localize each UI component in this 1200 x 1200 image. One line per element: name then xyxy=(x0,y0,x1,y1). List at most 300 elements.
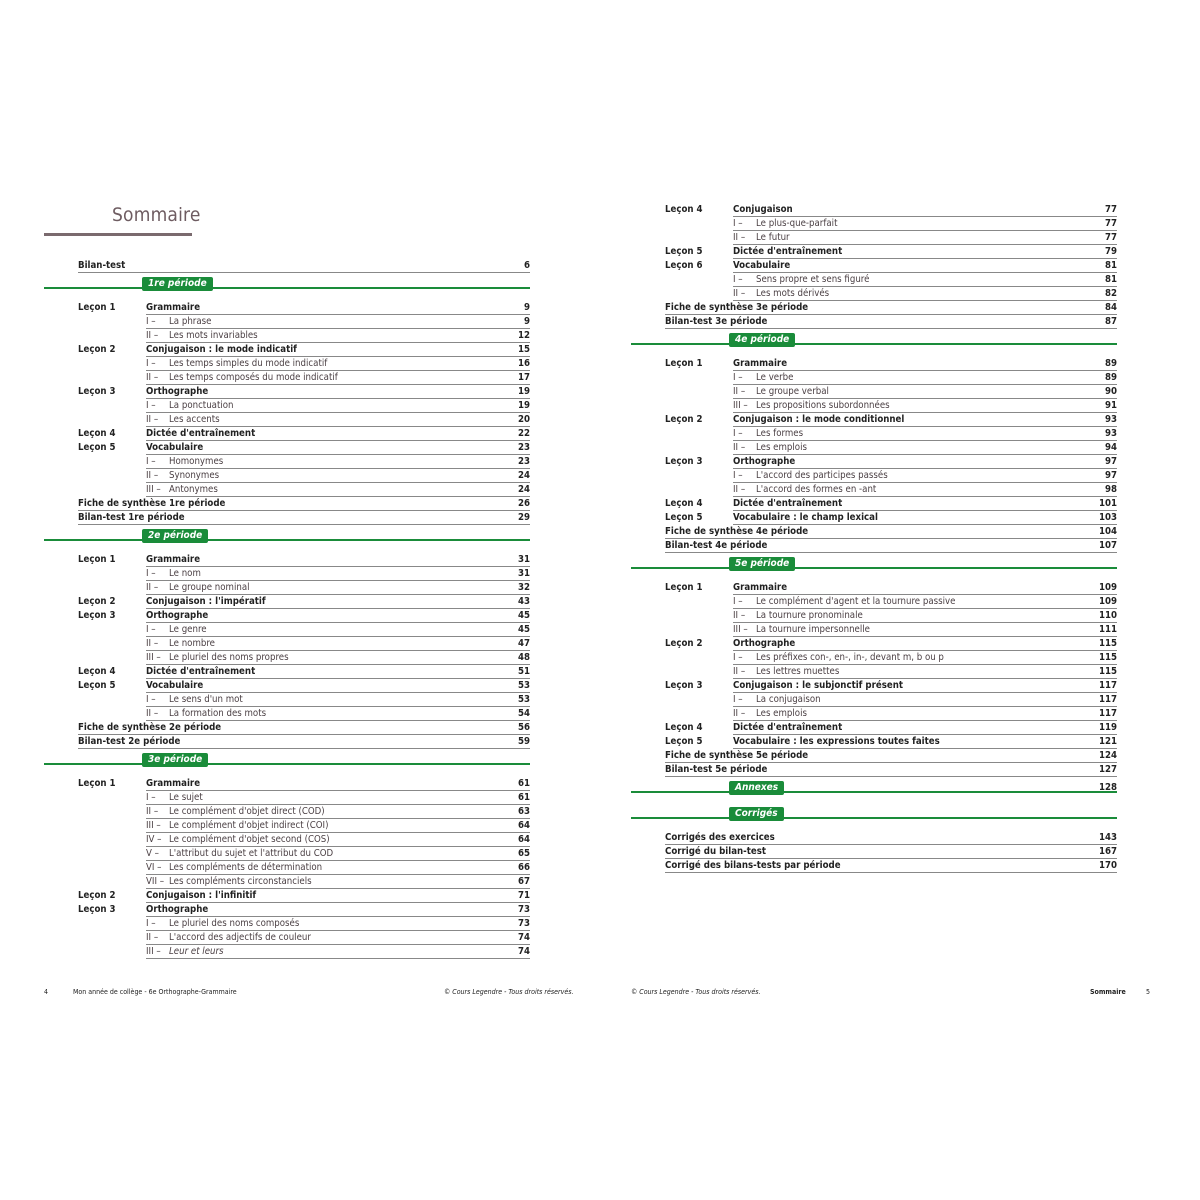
toc-entry[interactable] xyxy=(44,637,530,651)
section-numeral: I – xyxy=(146,624,156,635)
toc-entry[interactable] xyxy=(631,707,1117,721)
chapter-title: Conjugaison : le mode indicatif xyxy=(146,344,297,355)
section-numeral: II – xyxy=(146,708,159,719)
entry-title: Bilan-test 3e période xyxy=(665,316,768,327)
toc-entry[interactable] xyxy=(44,469,530,483)
entry-title: Fiche de synthèse 5e période xyxy=(665,750,809,761)
section-numeral: I – xyxy=(146,694,156,705)
page-number: 167 xyxy=(1098,846,1117,857)
chapter-title: Vocabulaire xyxy=(733,260,791,271)
page-number: 23 xyxy=(517,442,530,453)
section-numeral: III – xyxy=(733,400,748,411)
toc-entry[interactable] xyxy=(44,875,530,889)
section-numeral: I – xyxy=(146,358,156,369)
period-divider xyxy=(631,791,1117,793)
lesson-number: Leçon 3 xyxy=(665,456,703,467)
entry-title: Bilan-test 4e période xyxy=(665,540,768,551)
period-badge: 4e période xyxy=(729,333,795,347)
toc-entry[interactable] xyxy=(631,721,1117,735)
lesson-number: Leçon 1 xyxy=(78,554,116,565)
chapter-title: Dictée d'entraînement xyxy=(146,666,256,677)
section-numeral: I – xyxy=(733,218,743,229)
section-title: Le verbe xyxy=(756,372,794,383)
toc-entry[interactable] xyxy=(44,651,530,665)
entry-title: Fiche de synthèse 2e période xyxy=(78,722,222,733)
page-number: 109 xyxy=(1098,596,1117,607)
lesson-number: Leçon 4 xyxy=(665,204,703,215)
section-numeral: II – xyxy=(733,666,746,677)
section-title: Le complément d'objet second (COS) xyxy=(169,834,330,845)
toc-entry[interactable] xyxy=(44,623,530,637)
footer-right-page-number: 5 xyxy=(1146,988,1151,996)
toc-entry[interactable] xyxy=(44,945,530,959)
chapter-title: Orthographe xyxy=(146,386,209,397)
toc-entry[interactable] xyxy=(631,637,1117,651)
page-number: 59 xyxy=(517,736,530,747)
page-number: 6 xyxy=(523,260,530,271)
page-number: 97 xyxy=(1104,456,1117,467)
entry-title: Corrigé du bilan-test xyxy=(665,846,766,857)
page-number: 81 xyxy=(1104,260,1117,271)
toc-entry[interactable] xyxy=(44,889,530,903)
section-title: Les formes xyxy=(756,428,804,439)
section-numeral: II – xyxy=(733,610,746,621)
page-number: 19 xyxy=(517,386,530,397)
toc-entry[interactable] xyxy=(44,917,530,931)
page-number: 45 xyxy=(517,624,530,635)
page-number: 93 xyxy=(1104,428,1117,439)
toc-entry[interactable] xyxy=(631,385,1117,399)
entry-rule xyxy=(78,748,530,749)
entry-title: Fiche de synthèse 1re période xyxy=(78,498,226,509)
section-title: Les temps simples du mode indicatif xyxy=(169,358,328,369)
toc-entry[interactable] xyxy=(631,831,1117,845)
toc-entry[interactable] xyxy=(44,665,530,679)
section-numeral: II – xyxy=(733,442,746,453)
period-divider xyxy=(44,763,530,765)
page-number: 64 xyxy=(517,834,530,845)
section-title: La tournure pronominale xyxy=(756,610,863,621)
toc-entry[interactable] xyxy=(631,859,1117,873)
chapter-title: Conjugaison xyxy=(733,204,793,215)
section-numeral: II – xyxy=(733,386,746,397)
toc-entry[interactable] xyxy=(44,805,530,819)
toc-entry[interactable] xyxy=(631,497,1117,511)
lesson-number: Leçon 5 xyxy=(665,512,703,523)
section-title: La phrase xyxy=(169,316,212,327)
toc-entry[interactable] xyxy=(631,259,1117,273)
toc-entry[interactable] xyxy=(631,651,1117,665)
section-numeral: IV – xyxy=(146,834,162,845)
lesson-number: Leçon 3 xyxy=(78,386,116,397)
section-title: Homonymes xyxy=(169,456,224,467)
page-number: 22 xyxy=(517,428,530,439)
page-number: 104 xyxy=(1098,526,1117,537)
section-numeral: I – xyxy=(146,568,156,579)
section-title: Les mots invariables xyxy=(169,330,258,341)
toc-entry[interactable] xyxy=(44,511,530,525)
section-title: Le futur xyxy=(756,232,790,243)
page-number: 117 xyxy=(1098,680,1117,691)
entry-rule xyxy=(665,552,1117,553)
period-badge: 5e période xyxy=(729,557,795,571)
page-number: 64 xyxy=(517,820,530,831)
page-number: 67 xyxy=(517,876,530,887)
page-number: 170 xyxy=(1098,860,1117,871)
page-number: 51 xyxy=(517,666,530,677)
toc-entry[interactable] xyxy=(631,217,1117,231)
toc-entry[interactable] xyxy=(44,707,530,721)
page-number: 24 xyxy=(517,484,530,495)
toc-entry[interactable] xyxy=(44,357,530,371)
toc-entry[interactable] xyxy=(44,931,530,945)
section-numeral: I – xyxy=(733,652,743,663)
toc-entry[interactable] xyxy=(631,371,1117,385)
period-badge: Annexes xyxy=(729,781,784,795)
toc-entry[interactable] xyxy=(44,903,530,917)
period-header xyxy=(631,781,1117,803)
page-number: 87 xyxy=(1104,316,1117,327)
page-number: 73 xyxy=(517,904,530,915)
toc-entry[interactable] xyxy=(44,791,530,805)
toc-entry[interactable] xyxy=(44,371,530,385)
toc-entry[interactable] xyxy=(631,301,1117,315)
lesson-number: Leçon 5 xyxy=(665,246,703,257)
toc-entry[interactable] xyxy=(631,245,1117,259)
toc-entry[interactable] xyxy=(631,455,1117,469)
toc-right xyxy=(631,203,1117,873)
period-divider xyxy=(44,539,530,541)
toc-entry[interactable] xyxy=(631,399,1117,413)
toc-entry[interactable] xyxy=(631,511,1117,525)
chapter-title: Conjugaison : le mode conditionnel xyxy=(733,414,905,425)
footer-left-copyright: © Cours Legendre - Tous droits réservés. xyxy=(444,988,574,996)
section-numeral: II – xyxy=(146,932,159,943)
section-numeral: I – xyxy=(146,918,156,929)
toc-entry[interactable] xyxy=(631,441,1117,455)
chapter-title: Vocabulaire : les expressions toutes faites xyxy=(733,736,940,747)
period-header xyxy=(631,807,1117,829)
toc-entry[interactable] xyxy=(44,679,530,693)
lesson-number: Leçon 4 xyxy=(665,722,703,733)
chapter-title: Conjugaison : le subjonctif présent xyxy=(733,680,903,691)
page-number: 9 xyxy=(523,316,530,327)
toc-entry[interactable] xyxy=(44,847,530,861)
entry-title: Bilan-test xyxy=(78,260,126,271)
page-number: 24 xyxy=(517,470,530,481)
toc-entry[interactable] xyxy=(631,749,1117,763)
toc-entry[interactable] xyxy=(44,497,530,511)
lesson-number: Leçon 6 xyxy=(665,260,703,271)
chapter-title: Grammaire xyxy=(733,358,788,369)
section-numeral: II – xyxy=(146,582,159,593)
page-number: 43 xyxy=(517,596,530,607)
chapter-title: Orthographe xyxy=(146,904,209,915)
page-number: 79 xyxy=(1104,246,1117,257)
page-number: 20 xyxy=(517,414,530,425)
page-title: Sommaire xyxy=(112,204,201,226)
lesson-number: Leçon 4 xyxy=(78,428,116,439)
page-number: 31 xyxy=(517,568,530,579)
section-title: Les emplois xyxy=(756,442,807,453)
toc-entry[interactable] xyxy=(44,343,530,357)
section-numeral: III – xyxy=(733,624,748,635)
lesson-number: Leçon 5 xyxy=(665,736,703,747)
toc-entry[interactable] xyxy=(44,329,530,343)
section-title: L'accord des participes passés xyxy=(756,470,888,481)
page-number: 23 xyxy=(517,456,530,467)
entry-rule xyxy=(78,272,530,273)
page-number: 110 xyxy=(1098,610,1117,621)
page-number: 65 xyxy=(517,848,530,859)
toc-entry[interactable] xyxy=(631,595,1117,609)
section-numeral: I – xyxy=(733,470,743,481)
toc-entry[interactable] xyxy=(631,203,1117,217)
period-divider xyxy=(631,567,1117,569)
page-number: 89 xyxy=(1104,358,1117,369)
period-divider xyxy=(631,817,1117,819)
lesson-number: Leçon 1 xyxy=(78,302,116,313)
toc-entry[interactable] xyxy=(631,665,1117,679)
lesson-number: Leçon 1 xyxy=(665,582,703,593)
title-underline xyxy=(44,233,192,236)
entry-rule xyxy=(665,776,1117,777)
page-number: 63 xyxy=(517,806,530,817)
footer-book-title: Mon année de collège - 6e Orthographe-Grammaire xyxy=(73,988,237,996)
page-number: 121 xyxy=(1098,736,1117,747)
toc-entry[interactable] xyxy=(44,721,530,735)
toc-entry[interactable] xyxy=(44,413,530,427)
chapter-title: Dictée d'entraînement xyxy=(733,498,843,509)
entry-title: Bilan-test 2e période xyxy=(78,736,181,747)
section-title: Le complément d'objet indirect (COI) xyxy=(169,820,329,831)
section-title: Les propositions subordonnées xyxy=(756,400,890,411)
toc-entry[interactable] xyxy=(631,845,1117,859)
toc-entry[interactable] xyxy=(44,819,530,833)
page-number: 32 xyxy=(517,582,530,593)
toc-entry[interactable] xyxy=(631,539,1117,553)
section-numeral: II – xyxy=(146,806,159,817)
period-header xyxy=(631,557,1117,579)
toc-entry[interactable] xyxy=(44,259,530,273)
page-number: 19 xyxy=(517,400,530,411)
toc-entry[interactable] xyxy=(44,581,530,595)
footer-section-name: Sommaire xyxy=(1090,988,1126,996)
period-header xyxy=(44,529,530,551)
entry-title: Corrigé des bilans-tests par période xyxy=(665,860,841,871)
page-number: 73 xyxy=(517,918,530,929)
toc-entry[interactable] xyxy=(631,623,1117,637)
toc-entry[interactable] xyxy=(631,287,1117,301)
section-title: Les compléments de détermination xyxy=(169,862,323,873)
page-number: 127 xyxy=(1098,764,1117,775)
page-number: 45 xyxy=(517,610,530,621)
section-title: Le sujet xyxy=(169,792,203,803)
section-title: Le pluriel des noms composés xyxy=(169,918,300,929)
toc-entry[interactable] xyxy=(631,679,1117,693)
period-header xyxy=(44,277,530,299)
section-title: La ponctuation xyxy=(169,400,234,411)
page-number: 94 xyxy=(1104,442,1117,453)
section-title: Le sens d'un mot xyxy=(169,694,243,705)
lesson-number: Leçon 1 xyxy=(78,778,116,789)
section-numeral: I – xyxy=(146,456,156,467)
toc-entry[interactable] xyxy=(44,553,530,567)
section-numeral: II – xyxy=(733,484,746,495)
chapter-title: Orthographe xyxy=(733,638,796,649)
section-title: Les mots dérivés xyxy=(756,288,830,299)
page-number: 97 xyxy=(1104,470,1117,481)
toc-entry[interactable] xyxy=(631,427,1117,441)
page-number: 77 xyxy=(1104,232,1117,243)
toc-entry[interactable] xyxy=(631,525,1117,539)
toc-entry[interactable] xyxy=(44,833,530,847)
section-title: Le complément d'agent et la tournure passive xyxy=(756,596,956,607)
lesson-number: Leçon 3 xyxy=(78,904,116,915)
page-number: 84 xyxy=(1104,302,1117,313)
page-number: 15 xyxy=(517,344,530,355)
footer-left-page-number: 4 xyxy=(44,988,49,996)
section-numeral: II – xyxy=(146,470,159,481)
section-title: Les emplois xyxy=(756,708,807,719)
toc-entry[interactable] xyxy=(44,455,530,469)
toc-entry[interactable] xyxy=(631,693,1117,707)
page-number: 128 xyxy=(1098,782,1117,793)
section-title: Les temps composés du mode indicatif xyxy=(169,372,338,383)
page-number: 117 xyxy=(1098,708,1117,719)
page-number: 26 xyxy=(517,498,530,509)
section-numeral: I – xyxy=(733,596,743,607)
toc-entry[interactable] xyxy=(631,469,1117,483)
footer-right-copyright: © Cours Legendre - Tous droits réservés. xyxy=(631,988,761,996)
page-number: 107 xyxy=(1098,540,1117,551)
chapter-title: Conjugaison : l'impératif xyxy=(146,596,266,607)
page-number: 111 xyxy=(1098,624,1117,635)
toc-entry[interactable] xyxy=(44,777,530,791)
toc-entry[interactable] xyxy=(631,763,1117,777)
page-number: 74 xyxy=(517,932,530,943)
period-badge: 3e période xyxy=(142,753,208,767)
section-title: Les accents xyxy=(169,414,220,425)
page-number: 89 xyxy=(1104,372,1117,383)
period-divider xyxy=(631,343,1117,345)
toc-left xyxy=(44,259,530,959)
lesson-number: Leçon 3 xyxy=(665,680,703,691)
page-number: 61 xyxy=(517,792,530,803)
toc-entry[interactable] xyxy=(44,399,530,413)
toc-entry[interactable] xyxy=(631,231,1117,245)
chapter-title: Vocabulaire xyxy=(146,442,204,453)
section-title: Le groupe verbal xyxy=(756,386,829,397)
page-number: 31 xyxy=(517,554,530,565)
toc-entry[interactable] xyxy=(44,595,530,609)
toc-entry[interactable] xyxy=(44,301,530,315)
section-title: Le nom xyxy=(169,568,201,579)
chapter-title: Dictée d'entraînement xyxy=(146,428,256,439)
section-numeral: II – xyxy=(146,414,159,425)
toc-entry[interactable] xyxy=(44,427,530,441)
section-numeral: II – xyxy=(146,330,159,341)
toc-entry[interactable] xyxy=(44,567,530,581)
toc-entry[interactable] xyxy=(631,483,1117,497)
section-numeral: II – xyxy=(733,288,746,299)
page-number: 56 xyxy=(517,722,530,733)
page-number: 82 xyxy=(1104,288,1117,299)
page-number: 12 xyxy=(517,330,530,341)
section-title: Les compléments circonstanciels xyxy=(169,876,312,887)
section-title: Les préfixes con-, en-, in-, devant m, b ou p xyxy=(756,652,944,663)
toc-entry[interactable] xyxy=(631,413,1117,427)
page-number: 61 xyxy=(517,778,530,789)
page-number: 74 xyxy=(517,946,530,957)
section-numeral: III – xyxy=(146,484,161,495)
entry-title: Fiche de synthèse 3e période xyxy=(665,302,809,313)
page-number: 98 xyxy=(1104,484,1117,495)
chapter-title: Grammaire xyxy=(146,554,201,565)
lesson-number: Leçon 2 xyxy=(665,638,703,649)
toc-entry[interactable] xyxy=(44,315,530,329)
toc-entry[interactable] xyxy=(44,735,530,749)
toc-entry[interactable] xyxy=(44,441,530,455)
section-numeral: II – xyxy=(733,708,746,719)
section-title: Les lettres muettes xyxy=(756,666,840,677)
page-number: 48 xyxy=(517,652,530,663)
section-title: La conjugaison xyxy=(756,694,821,705)
section-numeral: III – xyxy=(146,820,161,831)
chapter-title: Dictée d'entraînement xyxy=(733,246,843,257)
page-number: 16 xyxy=(517,358,530,369)
entry-title: Fiche de synthèse 4e période xyxy=(665,526,809,537)
entry-title: Bilan-test 1re période xyxy=(78,512,185,523)
toc-entry[interactable] xyxy=(631,735,1117,749)
period-header xyxy=(44,753,530,775)
period-divider xyxy=(44,287,530,289)
toc-entry[interactable] xyxy=(631,315,1117,329)
toc-entry[interactable] xyxy=(44,483,530,497)
entry-rule xyxy=(146,958,530,959)
toc-entry[interactable] xyxy=(631,273,1117,287)
page-number: 90 xyxy=(1104,386,1117,397)
lesson-number: Leçon 5 xyxy=(78,680,116,691)
section-title: Sens propre et sens figuré xyxy=(756,274,870,285)
page-number: 71 xyxy=(517,890,530,901)
section-title: Le plus-que-parfait xyxy=(756,218,838,229)
chapter-title: Vocabulaire xyxy=(146,680,204,691)
toc-entry[interactable] xyxy=(44,609,530,623)
section-title: L'accord des adjectifs de couleur xyxy=(169,932,311,943)
section-title: La formation des mots xyxy=(169,708,267,719)
page-number: 103 xyxy=(1098,512,1117,523)
toc-entry[interactable] xyxy=(631,609,1117,623)
section-numeral: II – xyxy=(146,638,159,649)
toc-entry[interactable] xyxy=(631,581,1117,595)
chapter-title: Grammaire xyxy=(146,778,201,789)
lesson-number: Leçon 4 xyxy=(665,498,703,509)
entry-rule xyxy=(665,872,1117,873)
section-title: Le pluriel des noms propres xyxy=(169,652,289,663)
page-number: 29 xyxy=(517,512,530,523)
lesson-number: Leçon 2 xyxy=(78,890,116,901)
page-number: 77 xyxy=(1104,218,1117,229)
period-badge: 1re période xyxy=(142,277,213,291)
toc-entry[interactable] xyxy=(44,693,530,707)
chapter-title: Dictée d'entraînement xyxy=(733,722,843,733)
toc-entry[interactable] xyxy=(631,357,1117,371)
section-title: Le complément d'objet direct (COD) xyxy=(169,806,325,817)
toc-entry[interactable] xyxy=(44,385,530,399)
section-numeral: II – xyxy=(146,372,159,383)
toc-entry[interactable] xyxy=(44,861,530,875)
